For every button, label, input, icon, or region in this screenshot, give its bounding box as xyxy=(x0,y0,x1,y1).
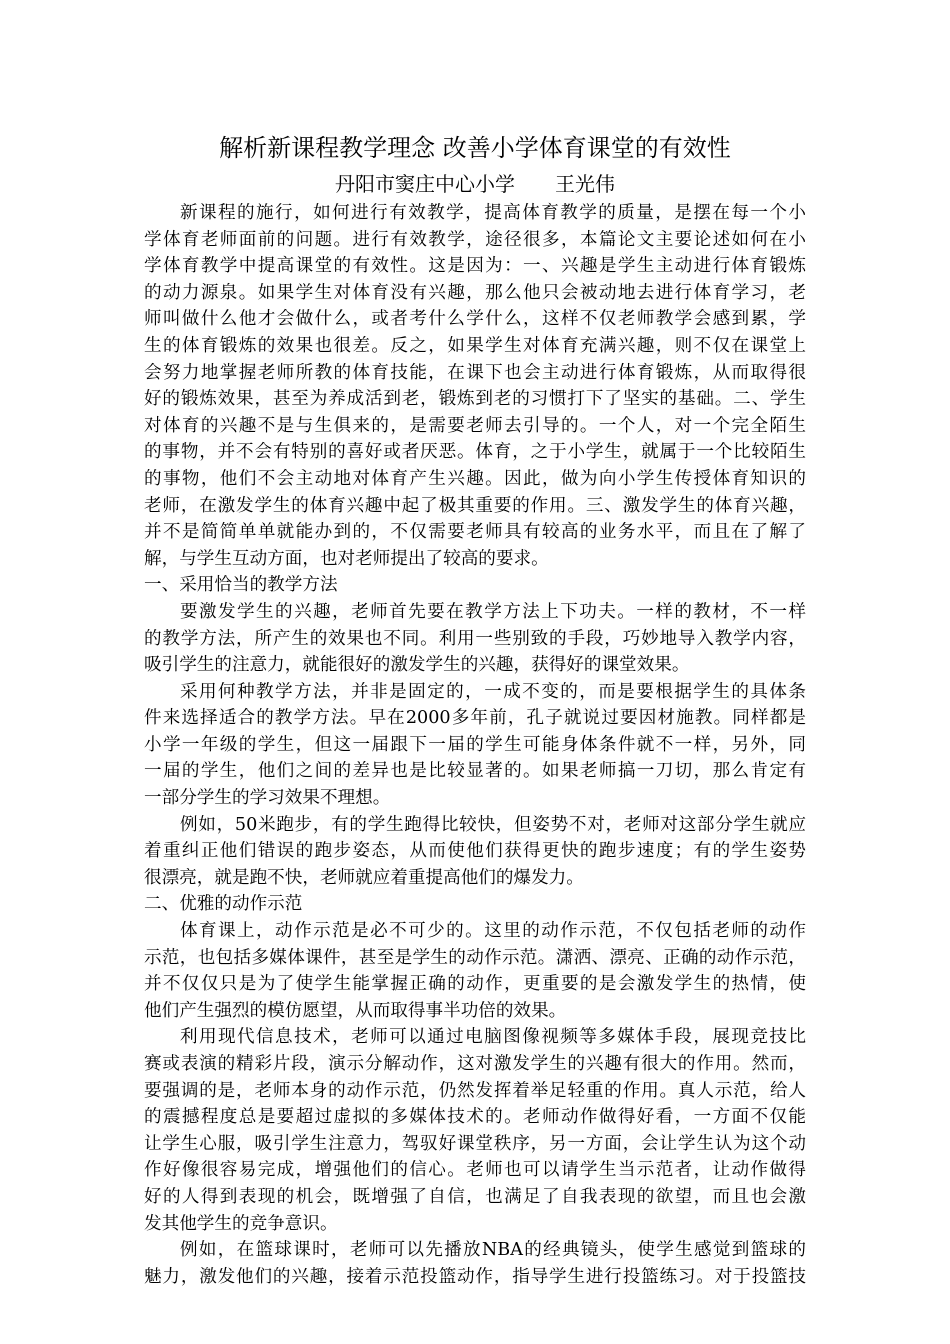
text-line: 对体育的兴趣不是与生俱来的，是需要老师去引导的。一个人，对一个完全陌生 xyxy=(144,415,806,436)
text-line: 生的体育锻炼的效果也很差。反之，如果学生对体育充满兴趣，则不仅在课堂上 xyxy=(144,335,806,356)
document-body xyxy=(144,128,806,1290)
text-line: 新课程的施行，如何进行有效教学，提高体育教学的质量，是摆在每一个小 xyxy=(180,203,806,223)
text-line: 会努力地掌握老师所教的体育技能，在课下也会主动进行体育锻炼，从而取得很 xyxy=(144,362,806,383)
text-line: 的教学方法，所产生的效果也不同。利用一些别致的手段，巧妙地导入教学内容， xyxy=(144,628,806,649)
text-line: 的事物，并不会有特别的喜好或者厌恶。体育，之于小学生，就属于一个比较陌生 xyxy=(144,442,806,463)
text-line: 赛或表演的精彩片段，演示分解动作，这对激发学生的兴趣有很大的作用。然而， xyxy=(144,1054,806,1074)
text-line: 作好像很容易完成，增强他们的信心。老师也可以请学生当示范者，让动作做得 xyxy=(144,1160,806,1181)
paragraph xyxy=(144,1024,806,1237)
text-line: 件来选择适合的教学方法。早在2000多年前，孔子就说过要因材施教。同样都是 xyxy=(144,708,806,729)
text-line: 例如，在篮球课时，老师可以先播放NBA的经典镜头，使学生感觉到篮球的 xyxy=(180,1240,806,1261)
text-line: 发其他学生的竞争意识。 xyxy=(144,1213,338,1234)
text-line: 解，与学生互动方面，也对老师提出了较高的要求。 xyxy=(144,548,549,569)
text-line: 并不是简简单单就能办到的，不仅需要老师具有较高的业务水平，而且在了解了 xyxy=(144,522,806,543)
text-line: 并不仅仅只是为了使学生能掌握正确的动作，更重要的是会激发学生的热情，使 xyxy=(144,974,806,995)
text-line: 让学生心服，吸引学生注意力，驾驭好课堂秩序，另一方面，会让学生认为这个动 xyxy=(144,1133,806,1154)
text-line: 示范，也包括多媒体课件，甚至是学生的动作示范。潇洒、漂亮、正确的动作示范， xyxy=(144,947,806,968)
text-line: 的动力源泉。如果学生对体育没有兴趣，那么他只会被动地去进行体育学习，老 xyxy=(144,282,806,303)
text-line: 的震撼程度总是要超过虚拟的多媒体技术的。老师动作做得好看，一方面不仅能 xyxy=(144,1107,806,1128)
text-line: 要激发学生的兴趣，老师首先要在教学方法上下功夫。一样的教材，不一样 xyxy=(180,601,806,622)
text-line: 例如，50米跑步，有的学生跑得比较快，但姿势不对，老师对这部分学生就应 xyxy=(180,814,806,835)
text-line: 体育课上，动作示范是必不可少的。这里的动作示范，不仅包括老师的动作 xyxy=(180,921,806,942)
paragraph xyxy=(144,679,806,812)
paragraph xyxy=(144,599,806,679)
text-line: 吸引学生的注意力，就能很好的激发学生的兴趣，获得好的课堂效果。 xyxy=(144,655,690,676)
text-line: 小学一年级的学生，但这一届跟下一届的学生可能身体条件就不一样，另外，同 xyxy=(144,734,806,755)
text-line: 师叫做什么他才会做什么，或者考什么学什么，这样不仅老师教学会感到累，学 xyxy=(144,309,806,330)
section-heading: 二、优雅的动作示范 xyxy=(144,894,303,915)
document-title: 解析新课程教学理念 改善小学体育课堂的有效性 xyxy=(219,134,731,162)
paragraph xyxy=(144,812,806,892)
text-line: 的事物，他们不会主动地对体育产生兴趣。因此，做为向小学生传授体育知识的 xyxy=(144,468,806,489)
text-line: 一部分学生的学习效果不理想。 xyxy=(144,788,391,809)
text-line: 学体育老师面前的问题。进行有效教学，途径很多，本篇论文主要论述如何在小 xyxy=(144,229,806,250)
text-line: 着重纠正他们错误的跑步姿态，从而使他们获得更快的跑步速度；有的学生姿势 xyxy=(144,841,806,862)
text-line: 利用现代信息技术，老师可以通过电脑图像视频等多媒体手段，展现竞技比 xyxy=(180,1027,806,1048)
paragraph xyxy=(144,200,806,572)
text-line: 好的锻炼效果，甚至为养成活到老，锻炼到老的习惯打下了坚实的基础。二、学生 xyxy=(144,389,806,410)
document-author: 丹阳市窦庄中心小学 王光伟 xyxy=(335,172,615,196)
text-line: 他们产生强烈的模仿愿望，从而取得事半功倍的效果。 xyxy=(144,1000,567,1021)
text-line: 好的人得到表现的机会，既增强了自信，也满足了自我表现的欲望，而且也会激 xyxy=(144,1186,806,1207)
text-line: 魅力，激发他们的兴趣，接着示范投篮动作，指导学生进行投篮练习。对于投篮技 xyxy=(144,1266,806,1287)
paragraph xyxy=(144,918,806,1024)
text-line: 一届的学生，他们之间的差异也是比较显著的。如果老师搞一刀切，那么肯定有 xyxy=(144,761,806,782)
document-content xyxy=(144,200,806,1290)
section-heading: 一、采用恰当的教学方法 xyxy=(144,575,338,596)
text-line: 很漂亮，就是跑不快，老师就应着重提高他们的爆发力。 xyxy=(144,867,584,888)
text-line: 学体育教学中提高课堂的有效性。这是因为：一、兴趣是学生主动进行体育锻炼 xyxy=(144,256,806,277)
text-line: 采用何种教学方法，并非是固定的，一成不变的，而是要根据学生的具体条 xyxy=(180,681,806,702)
text-line: 要强调的是，老师本身的动作示范，仍然发挥着举足轻重的作用。真人示范，给人 xyxy=(144,1080,806,1101)
paragraph xyxy=(144,1237,806,1290)
text-line: 老师，在激发学生的体育兴趣中起了极其重要的作用。三、激发学生的体育兴趣， xyxy=(144,495,806,516)
